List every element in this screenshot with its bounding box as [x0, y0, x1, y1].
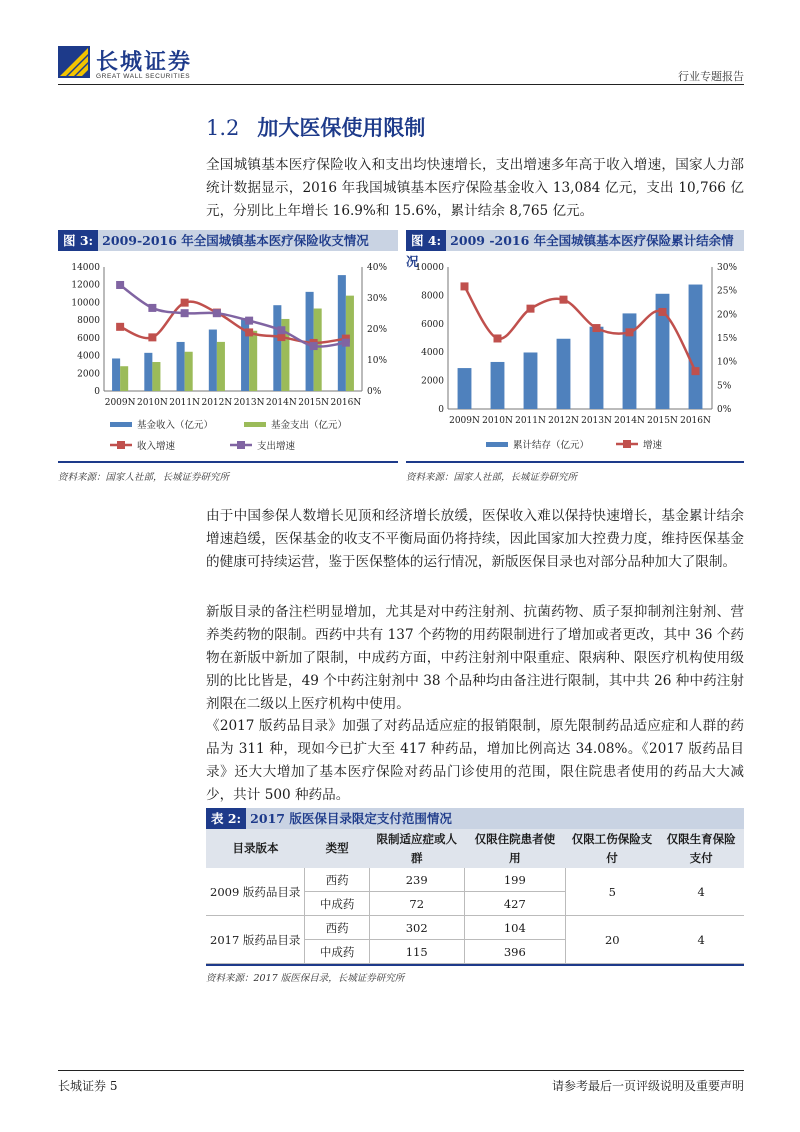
point	[310, 342, 318, 350]
legend-label: 基金支出（亿元）	[271, 420, 348, 431]
paragraph-4: 《2017 版药品目录》加强了对药品适应症的报销限制，原先限制药品适应症和人群的药品为 311 种，现如今已扩大至 417 种药品，增加比例高达 34.08%。《2017 版药品目录》还大大增加了基本医疗保险对药品门诊使用的范围，限住院患者使用的药品大大减少，共计 500 种药品。	[206, 718, 744, 803]
logo-text-en: GREAT WALL SECURITIES	[96, 73, 191, 80]
table-2-source: 资料来源：2017 版医保目录，长城证券研究所	[206, 973, 405, 984]
table-header-row	[206, 829, 744, 868]
y-tick-label-right: 10%	[717, 357, 738, 368]
chart-income-expense	[58, 251, 398, 457]
legend-label: 支出增速	[257, 441, 296, 452]
paragraph-1: 全国城镇基本医疗保险收入和支出均快速增长，支出增速多年高于收入增速，国家人力部统计数据显示，2016 年我国城镇基本医疗保险基金收入 13,084 亿元，支出 10,766 亿元，分别比上年增长 16.9%和 15.6%，累计结余 8,765 亿元。	[206, 157, 744, 219]
figure-4-source: 资料来源：国家人社部，长城证券研究所	[406, 472, 578, 483]
cell-type: 中成药	[305, 892, 369, 916]
point	[245, 328, 253, 336]
cell-indication: 72	[369, 892, 464, 916]
bar	[491, 362, 505, 409]
y-tick-label-right: 0%	[367, 387, 382, 397]
cell-type: 中成药	[305, 940, 369, 964]
table-row	[206, 916, 744, 940]
footer-page: 长城证券 5	[58, 1079, 118, 1093]
x-tick-label: 2014N	[265, 398, 297, 408]
th-type: 类型	[305, 829, 369, 868]
x-tick-label: 2010N	[482, 416, 513, 426]
point	[181, 299, 189, 307]
paragraph-2: 由于中国参保人数增长见顶和经济增长放缓，医保收入难以保持快速增长，基金累计结余增速趋缓，医保基金的收支不平衡局面仍将持续，因此国家加大控费力度，维持医保基金的健康可持续运营，鉴于医保整体的运行情况，新版医保目录也对部分品种加大了限制。	[206, 508, 744, 570]
figure-4-tag: 图 4:	[406, 230, 446, 251]
footer-divider	[58, 1070, 744, 1071]
y-tick-label-left: 4000	[77, 351, 100, 362]
x-tick-label: 2015N	[298, 398, 330, 408]
y-tick-label-left: 8000	[77, 316, 100, 327]
cell-indication: 239	[369, 868, 464, 892]
point	[527, 305, 535, 313]
legend-swatch	[486, 442, 508, 447]
chart-balance	[406, 251, 744, 457]
bar	[689, 285, 703, 409]
cell-inpatient: 427	[464, 892, 566, 916]
x-tick-label: 2009N	[449, 416, 480, 426]
bar	[217, 342, 225, 391]
x-tick-label: 2011N	[169, 398, 201, 408]
bar	[590, 327, 604, 409]
figure-3-bottom-rule	[58, 461, 398, 463]
bar	[338, 275, 346, 391]
cell-version: 2009 版药品目录	[206, 868, 305, 916]
y-tick-label-right: 5%	[717, 381, 732, 392]
section-title	[206, 112, 425, 142]
bar	[209, 330, 217, 391]
point	[181, 309, 189, 317]
table-2-title: 2017 版医保目录限定支付范围情况	[250, 811, 452, 826]
cell-inpatient: 396	[464, 940, 566, 964]
y-tick-label-left: 12000	[71, 280, 100, 291]
cell-maternity: 4	[658, 868, 744, 916]
point	[245, 317, 253, 325]
point	[626, 328, 634, 336]
table-2-bottom-rule	[206, 964, 744, 966]
bar	[524, 352, 538, 409]
figure-3-title: 2009-2016 年全国城镇基本医疗保险收支情况	[102, 233, 369, 248]
point	[148, 333, 156, 341]
th-injury: 仅限工伤保险支付	[566, 829, 659, 868]
legend-marker	[623, 440, 631, 448]
cell-inpatient: 199	[464, 868, 566, 892]
cell-indication: 115	[369, 940, 464, 964]
x-tick-label: 2015N	[647, 416, 678, 426]
point	[116, 323, 124, 331]
cell-inpatient: 104	[464, 916, 566, 940]
header-divider	[58, 84, 744, 85]
legend-label: 增速	[643, 440, 663, 451]
report-type: 行业专题报告	[678, 70, 744, 83]
legend-label: 收入增速	[137, 441, 176, 452]
point	[277, 326, 285, 334]
y-tick-label-left: 2000	[421, 376, 444, 387]
bar	[112, 358, 120, 391]
table-row	[206, 868, 744, 892]
point	[692, 367, 700, 375]
y-tick-label-left: 14000	[71, 263, 100, 273]
bar	[273, 305, 281, 391]
cell-type: 西药	[305, 868, 369, 892]
bar	[557, 339, 571, 409]
y-tick-label-left: 10000	[71, 298, 100, 309]
x-tick-label: 2016N	[680, 416, 711, 426]
th-maternity: 仅限生育保险支付	[658, 829, 744, 868]
y-tick-label-left: 2000	[77, 369, 100, 380]
point	[116, 281, 124, 289]
bar	[249, 331, 257, 391]
point	[593, 324, 601, 332]
x-tick-label: 2010N	[136, 398, 168, 408]
cell-version: 2017 版药品目录	[206, 916, 305, 964]
y-tick-label-left: 0	[94, 387, 100, 397]
legend-label: 基金收入（亿元）	[137, 420, 214, 431]
point	[461, 282, 469, 290]
y-tick-label-right: 15%	[717, 334, 738, 344]
logo-icon	[58, 46, 90, 78]
bar	[120, 366, 128, 391]
y-tick-label-left: 4000	[421, 348, 444, 359]
figure-3-header	[58, 230, 398, 251]
point	[659, 308, 667, 316]
legend-label: 累计结存（亿元）	[513, 440, 590, 451]
limit-table	[206, 829, 744, 964]
x-tick-label: 2012N	[548, 416, 579, 426]
figure-4	[406, 230, 744, 483]
y-tick-label-right: 20%	[367, 325, 388, 335]
bar	[458, 368, 472, 409]
bar	[185, 352, 193, 391]
point	[277, 333, 285, 341]
cell-type: 西药	[305, 916, 369, 940]
y-tick-label-right: 40%	[367, 263, 388, 273]
table-2-header	[206, 808, 744, 829]
bar	[144, 353, 152, 391]
y-tick-label-left: 8000	[421, 291, 444, 302]
x-tick-label: 2013N	[581, 416, 612, 426]
table-2	[206, 808, 744, 984]
point	[148, 304, 156, 312]
figure-3-tag: 图 3:	[58, 230, 98, 251]
table-2-tag: 表 2:	[206, 808, 246, 829]
x-tick-label: 2009N	[104, 398, 136, 408]
bar	[152, 362, 160, 391]
y-tick-label-right: 10%	[367, 356, 388, 366]
figure-4-bottom-rule	[406, 461, 744, 463]
cell-injury: 5	[566, 868, 659, 916]
cell-maternity: 4	[658, 916, 744, 964]
cell-indication: 302	[369, 916, 464, 940]
figure-3-source: 资料来源：国家人社部，长城证券研究所	[58, 472, 230, 483]
figure-4-title: 2009 -2016 年全国城镇基本医疗保险累计结余情况	[406, 233, 734, 269]
y-tick-label-right: 30%	[367, 294, 388, 304]
x-tick-label: 2016N	[330, 398, 362, 408]
x-tick-label: 2013N	[233, 398, 265, 408]
point	[213, 309, 221, 317]
bar	[177, 342, 185, 391]
point	[342, 339, 350, 347]
th-indication: 限制适应症或人群	[369, 829, 464, 868]
legend-swatch	[110, 422, 132, 427]
y-tick-label-right: 20%	[717, 310, 738, 321]
section-number: 1.2	[206, 116, 240, 140]
y-tick-label-left: 6000	[421, 319, 444, 330]
logo-text-cn: 长城证券	[96, 49, 193, 75]
logo-mark	[58, 46, 90, 78]
y-tick-label-left: 6000	[77, 333, 100, 344]
x-tick-label: 2012N	[201, 398, 233, 408]
legend-marker	[117, 441, 125, 449]
bar	[623, 313, 637, 409]
point	[494, 334, 502, 342]
y-tick-label-right: 25%	[717, 286, 738, 297]
section-title-text: 加大医保使用限制	[257, 115, 426, 140]
y-tick-label-right: 0%	[717, 405, 732, 415]
th-version: 目录版本	[206, 829, 305, 868]
legend-marker	[237, 441, 245, 449]
cell-injury: 20	[566, 916, 659, 964]
y-tick-label-left: 10000	[415, 263, 444, 273]
legend-swatch	[244, 422, 266, 427]
figure-3	[58, 230, 398, 483]
x-tick-label: 2011N	[515, 416, 546, 426]
th-inpatient: 仅限住院患者使用	[464, 829, 566, 868]
point	[560, 296, 568, 304]
footer-disclaimer: 请参考最后一页评级说明及重要声明	[551, 1079, 744, 1093]
x-tick-label: 2014N	[614, 416, 645, 426]
y-tick-label-right: 30%	[717, 263, 738, 273]
paragraph-3: 新版目录的备注栏明显增加，尤其是对中药注射剂、抗菌药物、质子泵抑制剂注射剂、营养类药物的限制。西药中共有 137 个药物的用药限制进行了增加或者更改，其中 36 个药物在新版中新加了限制，中成药方面，中药注射剂中限重症、限病种、限医疗机构使用级别的比比皆是，49 个中药注射剂中 38 个品种均由备注进行限制，其中共 26 种中药注射剂限在二级以上医疗机构中使用。	[206, 604, 744, 712]
y-tick-label-left: 0	[438, 405, 444, 415]
